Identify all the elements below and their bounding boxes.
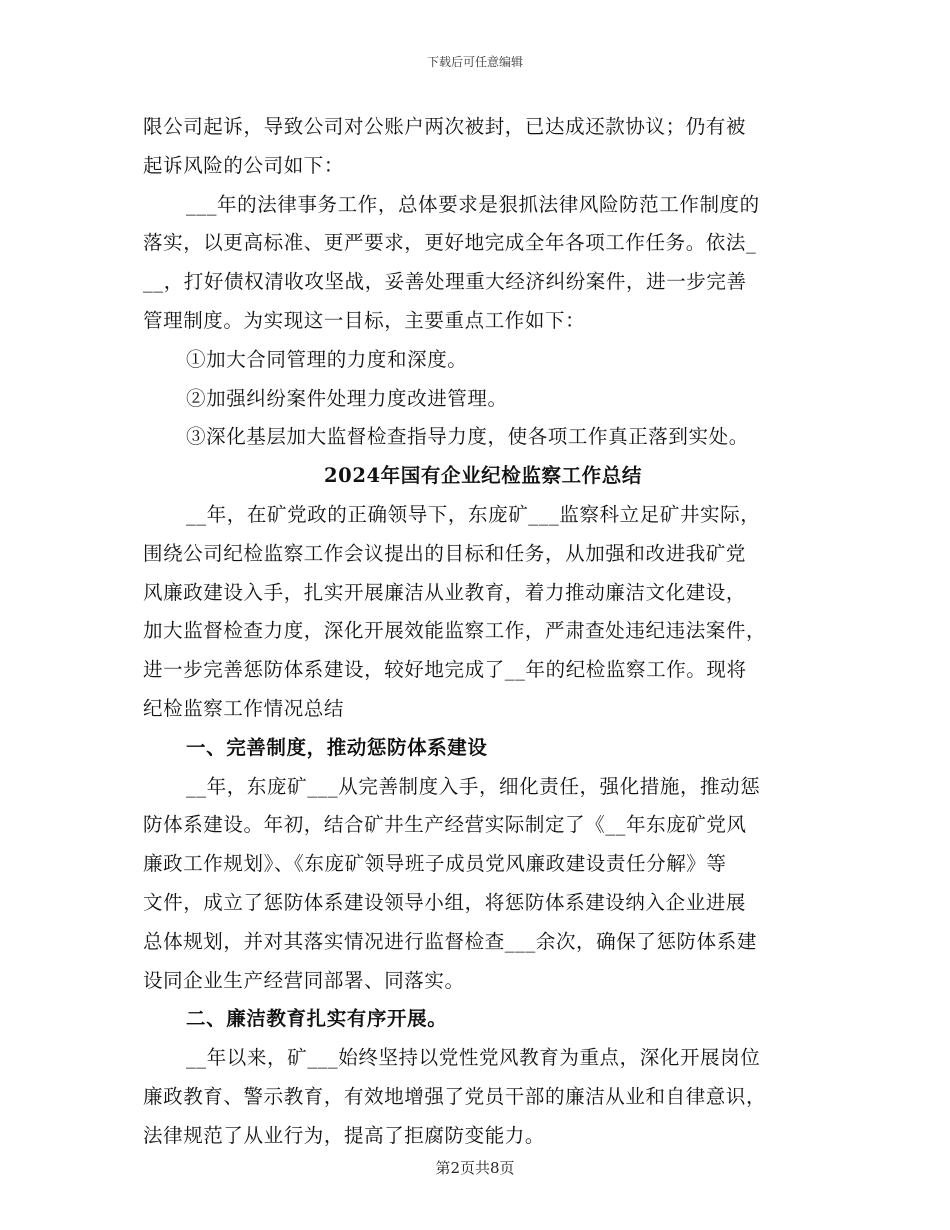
- paragraph-start: __年以来，矿___始终坚持以党性党风教育为重点，深化开展岗位: [186, 1046, 761, 1070]
- body-line: 文件，成立了惩防体系建设领导小组，将惩防体系建设纳入企业进展: [143, 890, 747, 914]
- body-line: 进一步完善惩防体系建设，较好地完成了__年的纪检监察工作。现将: [143, 658, 747, 682]
- section-title: 2024年国有企业纪检监察工作总结: [324, 464, 642, 488]
- body-line: 起诉风险的公司如下：: [143, 153, 345, 177]
- paragraph-start: ___年的法律事务工作，总体要求是狠抓法律风险防范工作制度的: [186, 192, 760, 216]
- body-line: 风廉政建设入手，扎实开展廉洁从业教育，着力推动廉洁文化建设，: [143, 580, 747, 604]
- body-line: 法律规范了从业行为，提高了拒腐防变能力。: [143, 1123, 546, 1147]
- list-item: ②加强纠纷案件处理力度改进管理。: [186, 386, 508, 410]
- list-item: ①加大合同管理的力度和深度。: [186, 347, 468, 371]
- body-line: 限公司起诉，导致公司对公账户两次被封，已达成还款协议；仍有被: [143, 115, 747, 138]
- subsection-heading: 二、廉洁教育扎实有序开展。: [186, 1007, 448, 1031]
- body-line: 总体规划，并对其落实情况进行监督检查___余次，确保了惩防体系建: [143, 929, 757, 953]
- paragraph-start: __年，在矿党政的正确领导下，东庞矿___监察科立足矿井实际，: [186, 502, 761, 526]
- body-line: 防体系建设。年初，结合矿井生产经营实际制定了《__年东庞矿党风: [143, 813, 747, 837]
- body-line: 纪检监察工作情况总结: [143, 696, 345, 720]
- body-line: 设同企业生产经营同部署、同落实。: [143, 968, 465, 992]
- page-header: 下载后可任意编辑: [426, 55, 523, 69]
- body-line: 落实，以更高标准、更严要求，更好地完成全年各项工作任务。依法_: [143, 231, 757, 255]
- body-line: 加大监督检查力度，深化开展效能监察工作，严肃查处违纪违法案件，: [143, 619, 767, 643]
- list-item: ③深化基层加大监督检查指导力度，使各项工作真正落到实处。: [186, 425, 749, 449]
- page-footer: 第2页共8页: [435, 1159, 515, 1177]
- body-line: 围绕公司纪检监察工作会议提出的目标和任务，从加强和改进我矿党: [143, 541, 747, 565]
- body-line: 廉政教育、警示教育，有效地增强了党员干部的廉洁从业和自律意识，: [143, 1084, 767, 1108]
- document-body: [143, 108, 808, 1156]
- subsection-heading: 一、完善制度，推动惩防体系建设: [186, 735, 488, 759]
- body-line: 管理制度。为实现这一目标，主要重点工作如下：: [143, 308, 586, 332]
- body-line: 廉政工作规划》、《东庞矿领导班子成员党风廉政建设责任分解》等: [143, 852, 727, 876]
- body-line: __，打好债权清收攻坚战，妥善处理重大经济纠纷案件，进一步完善: [143, 270, 747, 294]
- paragraph-start: __年，东庞矿___从完善制度入手，细化责任，强化措施，推动惩: [186, 774, 761, 798]
